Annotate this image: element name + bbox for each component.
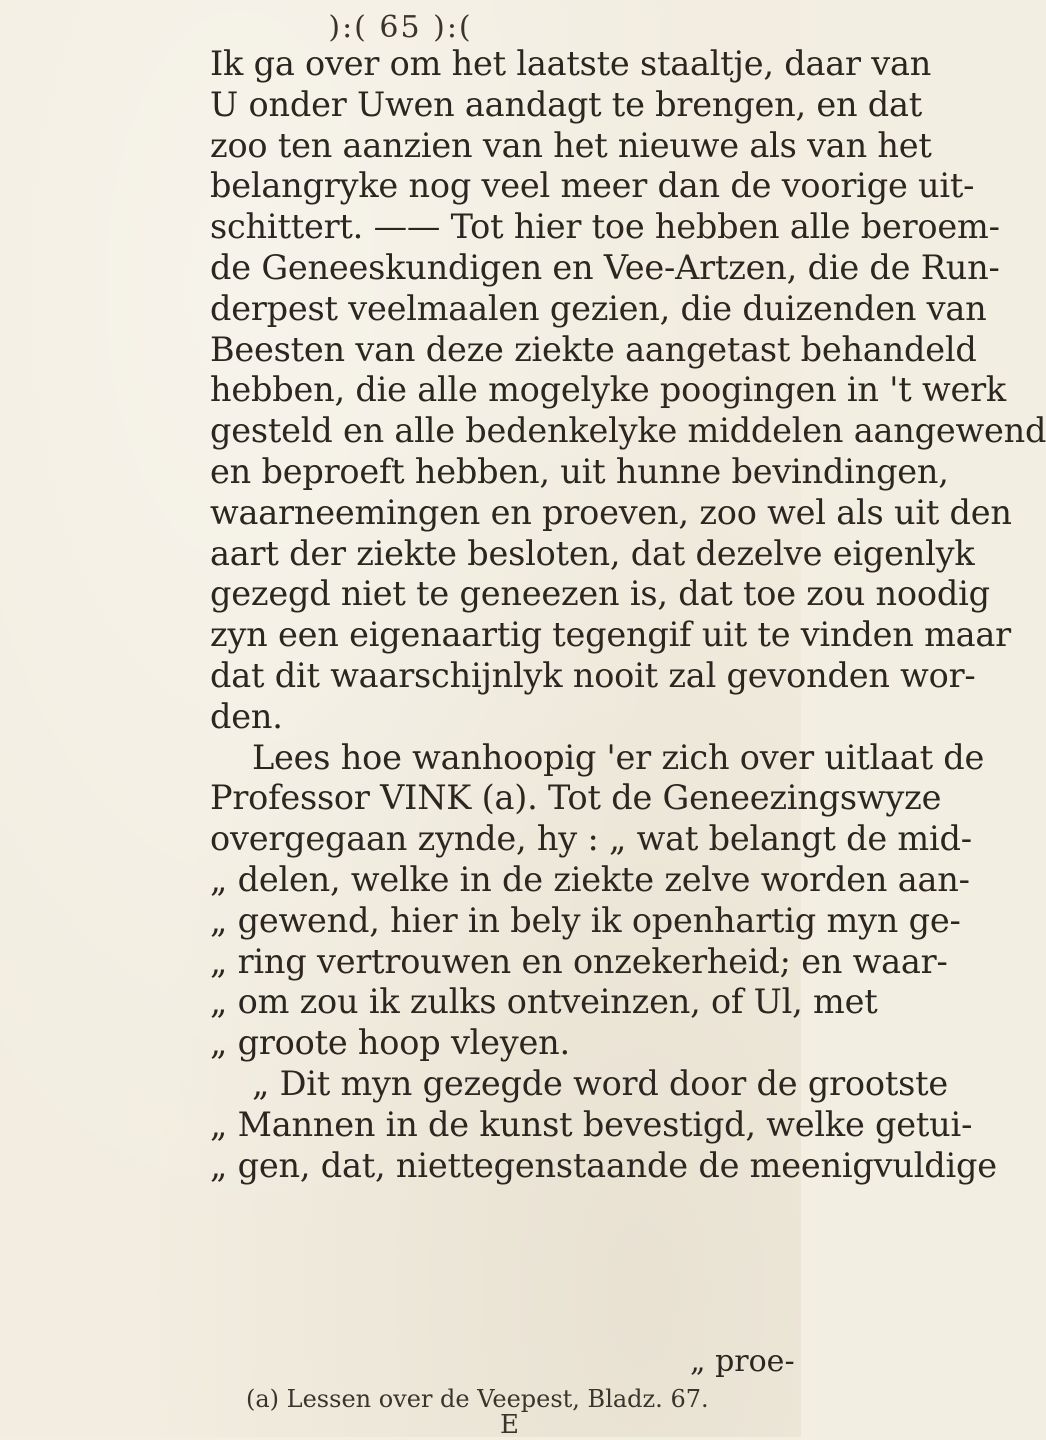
- text-line: gesteld en alle bedenkelyke middelen aangewend: [210, 411, 1046, 451]
- text-line: belangryke nog veel meer dan de voorige uit-: [210, 166, 975, 206]
- text-line: „ om zou ik zulks ontveinzen, of Ul, met: [210, 982, 878, 1022]
- text-line: „ gen, dat, niettegenstaande de meenigvuldige: [210, 1145, 997, 1185]
- text-line: overgegaan zynde, hy : „ wat belangt de mid-: [210, 819, 972, 859]
- text-line: waarneemingen en proeven, zoo wel als uit den: [210, 492, 1012, 532]
- signature-mark: E: [500, 1410, 519, 1440]
- text-line: zoo ten aanzien van het nieuwe als van het: [210, 125, 932, 165]
- text-line: Beesten van deze ziekte aangetast behandeld: [210, 329, 977, 369]
- text-line: zyn een eigenaartig tegengif uit te vinden maar: [210, 615, 1011, 655]
- text-line: dat dit waarschijnlyk nooit zal gevonden wor-: [210, 655, 976, 695]
- text-body: [210, 44, 1046, 1186]
- text-line: „ ring vertrouwen en onzekerheid; en waar-: [210, 941, 948, 981]
- text-line: aart der ziekte besloten, dat dezelve eigenlyk: [210, 533, 975, 573]
- page-header: ):( 65 ):(: [328, 10, 473, 45]
- text-line: „ Mannen in de kunst bevestigd, welke getui-: [210, 1104, 973, 1144]
- text-line: Ik ga over om het laatste staaltje, daar van: [210, 44, 932, 83]
- text-line: derpest veelmaalen gezien, die duizenden van: [210, 288, 987, 328]
- text-line: gezegd niet te geneezen is, dat toe zou noodig: [210, 574, 990, 614]
- text-line: U onder Uwen aandagt te brengen, en dat: [210, 84, 923, 124]
- text-line: hebben, die alle mogelyke poogingen in 't werk: [210, 370, 1006, 410]
- footnote: (a) Lessen over de Veepest, Bladz. 67.: [246, 1385, 709, 1413]
- text-line: „ groote hoop vleyen.: [210, 1023, 570, 1063]
- text-line: schittert. —— Tot hier toe hebben alle beroem-: [210, 207, 1000, 247]
- catchword: „ proe-: [690, 1344, 795, 1379]
- text-line: den.: [210, 696, 283, 736]
- text-line: en beproeft hebben, uit hunne bevindingen,: [210, 451, 949, 491]
- text-line: „ delen, welke in de ziekte zelve worden aan-: [210, 859, 970, 899]
- text-line: Professor VINK (a). Tot de Geneezingswyze: [210, 778, 942, 818]
- text-line: „ Dit myn gezegde word door de grootste: [252, 1063, 948, 1103]
- text-line: de Geneeskundigen en Vee-Artzen, die de Run-: [210, 247, 1000, 287]
- text-line: „ gewend, hier in bely ik openhartig myn ge-: [210, 900, 961, 940]
- text-line: Lees hoe wanhoopig 'er zich over uitlaat de: [252, 737, 985, 777]
